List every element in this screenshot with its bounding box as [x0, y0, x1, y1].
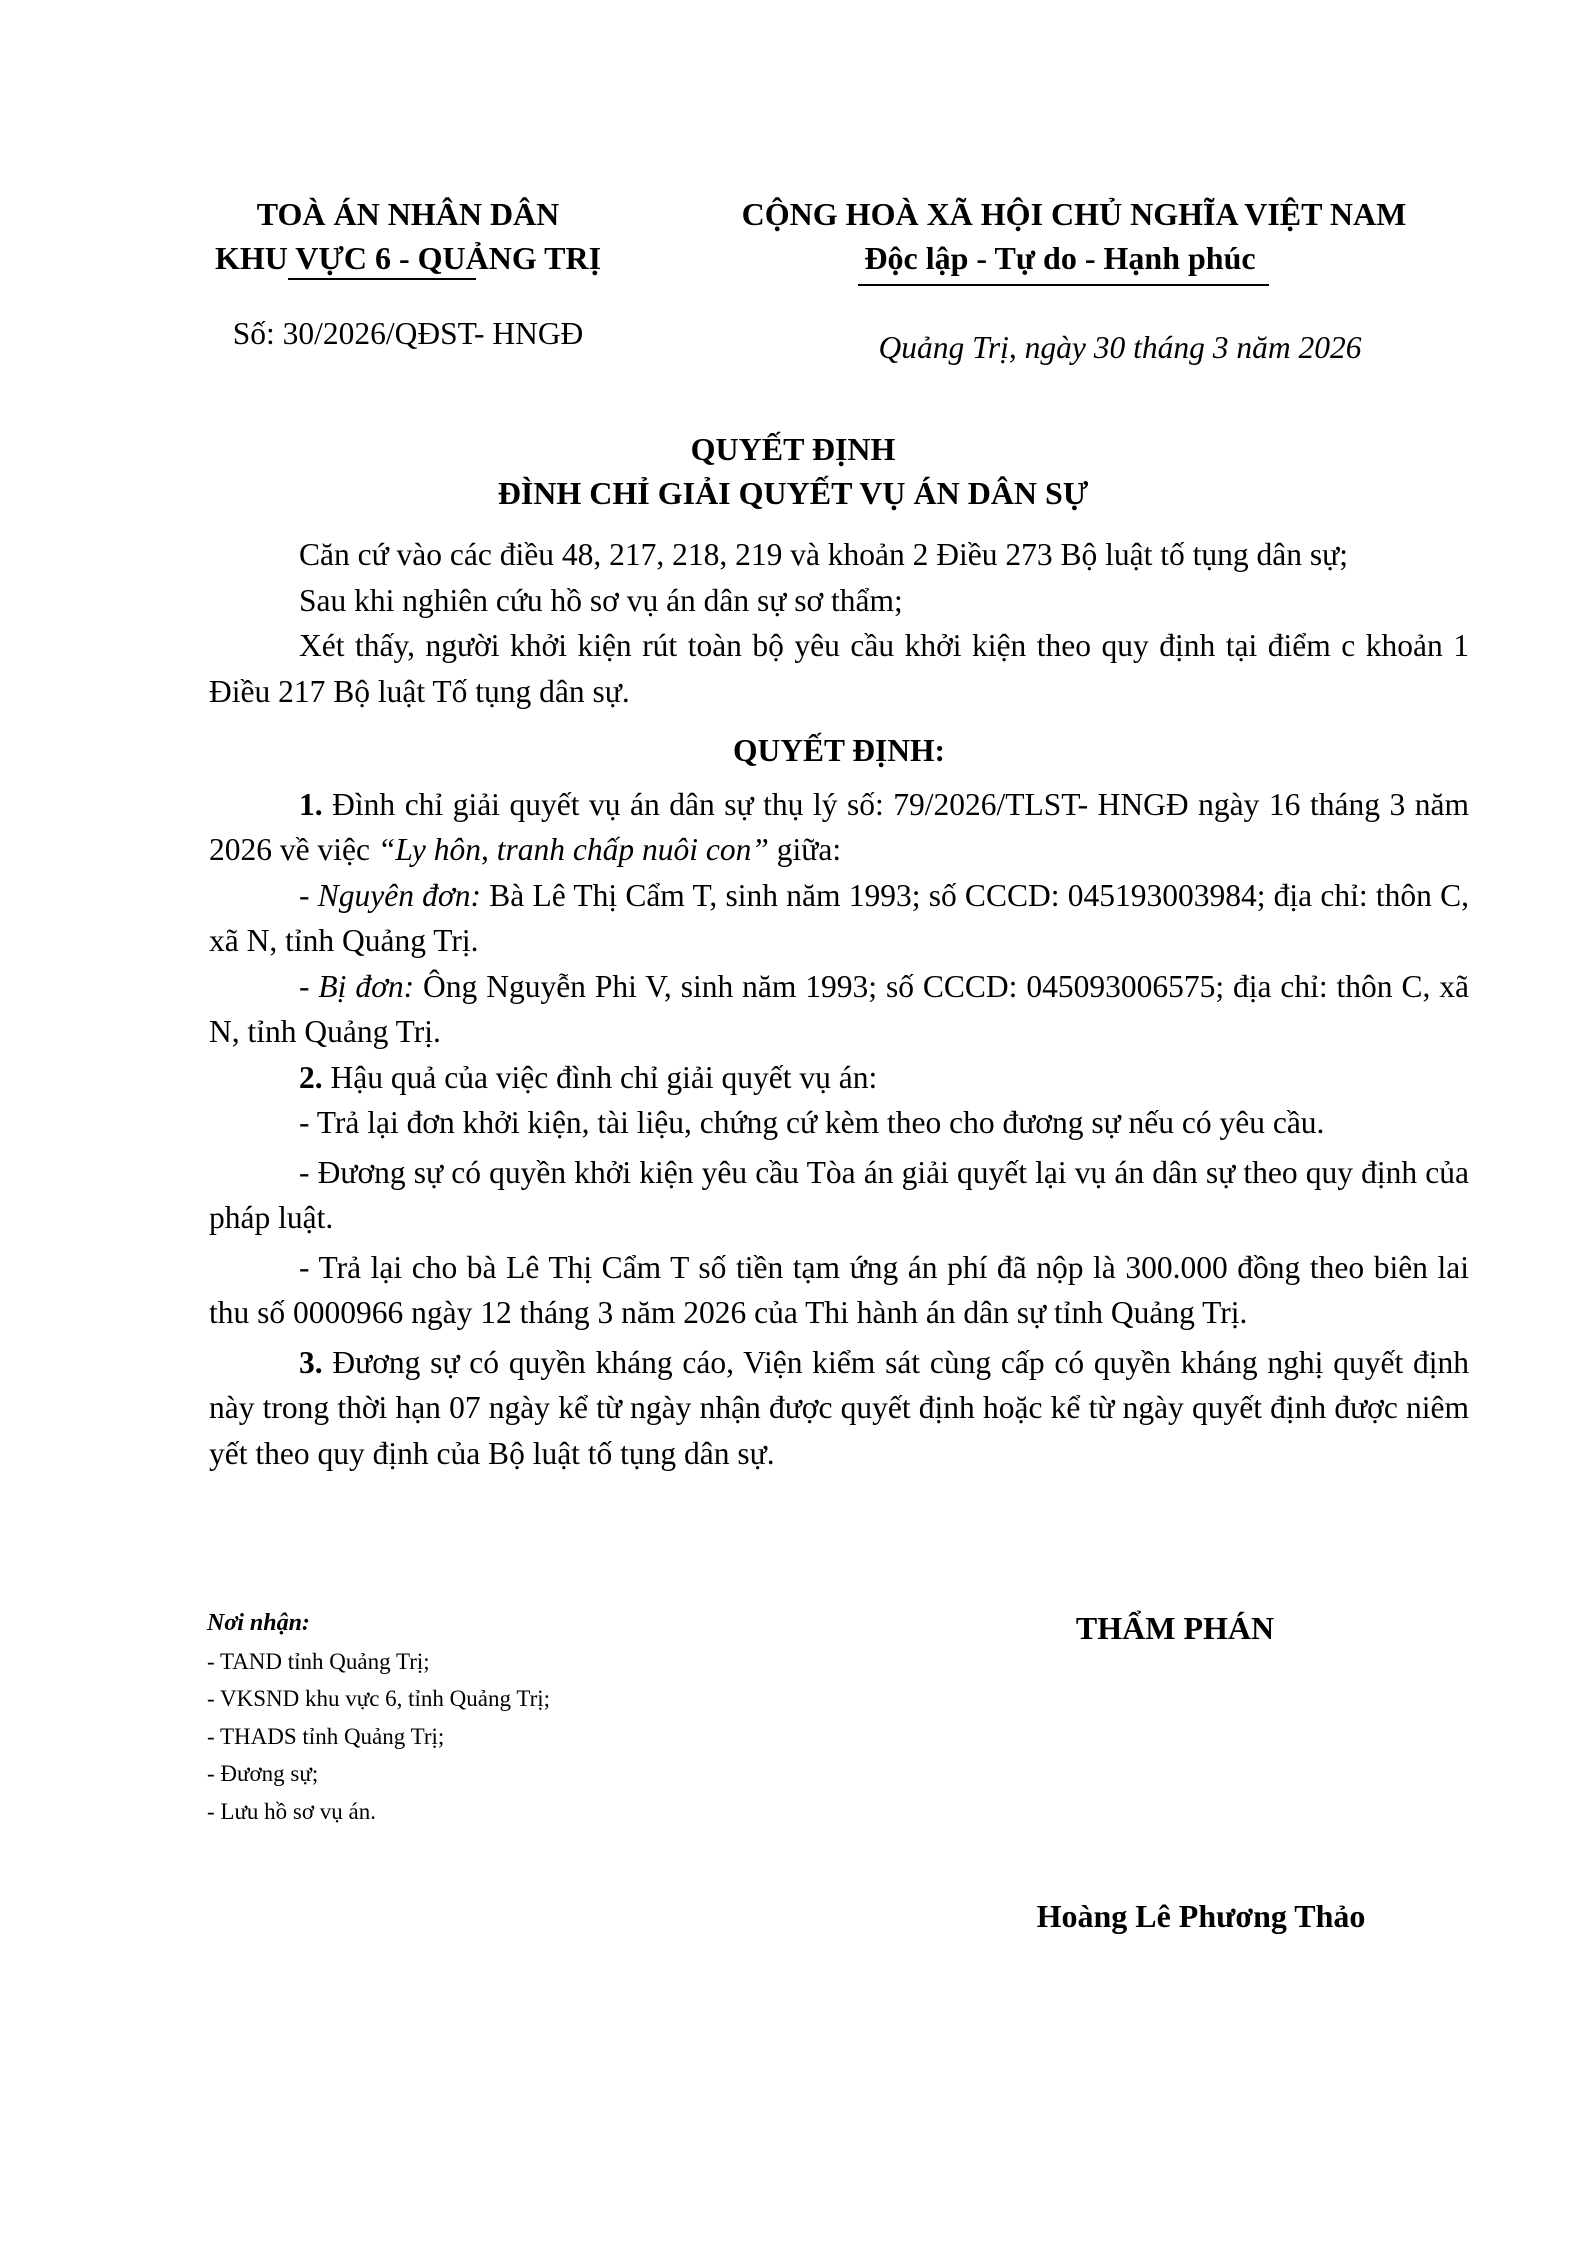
recipient-item: - TAND tỉnh Quảng Trị;	[207, 1648, 430, 1674]
recipients-block	[207, 1605, 550, 1830]
document-title: QUYẾT ĐỊNH	[690, 431, 896, 467]
item-number: 1.	[299, 786, 323, 822]
defendant-info	[209, 964, 1469, 1055]
nation-title: CỘNG HOÀ XÃ HỘI CHỦ NGHĨA VIỆT NAM	[741, 196, 1407, 232]
document-body	[209, 532, 1469, 1476]
defendant-text: Ông Nguyễn Phi V, sinh năm 1993; số CCCD: 045093006575; địa chỉ: thôn C, xã N, tỉnh Quảng Trị.	[209, 968, 1469, 1049]
court-underline	[288, 278, 476, 280]
plaintiff-text: Bà Lê Thị Cẩm T, sinh năm 1993; số CCCD: 045193003984; địa chỉ: thôn C, xã N, tỉnh Quảng Trị.	[209, 877, 1469, 958]
place-date: Quảng Trị, ngày 30 tháng 3 năm 2026	[878, 330, 1362, 365]
signer-title: THẨM PHÁN	[1075, 1610, 1275, 1646]
signer-name: Hoàng Lê Phương Thảo	[1036, 1898, 1366, 1934]
document-subtitle: ĐÌNH CHỈ GIẢI QUYẾT VỤ ÁN DÂN SỰ	[497, 475, 1089, 511]
consequence-c: - Trả lại cho bà Lê Thị Cẩm T số tiền tạm ứng án phí đã nộp là 300.000 đồng theo biên lai thu số 0000966 ngày 12 tháng 3 năm 2026 của Thi hành án dân sự tỉnh Quảng Trị.	[209, 1249, 1469, 1330]
plaintiff-label: - Nguyên đơn:	[299, 877, 481, 913]
preamble-paragraph: Xét thấy, người khởi kiện rút toàn bộ yêu cầu khởi kiện theo quy định tại điểm c khoản 1 Điều 217 Bộ luật Tố tụng dân sự.	[209, 628, 1469, 709]
national-motto: Độc lập - Tự do - Hạnh phúc	[864, 240, 1256, 276]
plaintiff-info	[209, 873, 1469, 964]
recipients-label: Nơi nhận:	[207, 1610, 310, 1636]
recipient-item: - VKSND khu vực 6, tỉnh Quảng Trị;	[207, 1686, 551, 1711]
court-district: KHU VỰC 6 - QUẢNG TRỊ	[214, 240, 602, 276]
item-text: giữa:	[768, 832, 842, 867]
consequence-b: - Đương sự có quyền khởi kiện yêu cầu Tòa án giải quyết lại vụ án dân sự theo quy định của pháp luật.	[209, 1154, 1469, 1235]
item-text: Hậu quả của việc đình chỉ giải quyết vụ án:	[322, 1059, 878, 1095]
document-number: Số: 30/2026/QĐST- HNGĐ	[232, 316, 584, 351]
recipient-item: - Lưu hồ sơ vụ án.	[207, 1798, 376, 1824]
decision-heading: QUYẾT ĐỊNH:	[732, 733, 946, 768]
recipient-item: - Đương sự;	[207, 1761, 319, 1786]
preamble-paragraph: Căn cứ vào các điều 48, 217, 218, 219 và khoản 2 Điều 273 Bộ luật tố tụng dân sự;	[299, 537, 1348, 572]
court-name: TOÀ ÁN NHÂN DÂN	[256, 196, 560, 232]
item-text: Đương sự có quyền kháng cáo, Viện kiểm sát cùng cấp có quyền kháng nghị quyết định này trong thời hạn 07 ngày kể từ ngày nhận được quyết định hoặc kể từ ngày quyết định được niêm yết theo quy định của Bộ luật tố tụng dân sự.	[209, 1344, 1469, 1471]
preamble-paragraph: Sau khi nghiên cứu hồ sơ vụ án dân sự sơ thẩm;	[299, 582, 903, 618]
decision-item-2	[209, 1055, 1469, 1101]
consequence-a: - Trả lại đơn khởi kiện, tài liệu, chứng cứ kèm theo cho đương sự nếu có yêu cầu.	[299, 1105, 1325, 1140]
defendant-label: - Bị đơn:	[299, 968, 415, 1004]
item-text: Đình chỉ giải quyết vụ án dân sự thụ lý số: 79/2026/TLST- HNGĐ ngày 16 tháng 3 năm 2026 về việc	[209, 786, 1469, 867]
item-number: 2.	[299, 1059, 323, 1095]
item-number: 3.	[299, 1344, 323, 1380]
motto-underline	[858, 284, 1269, 286]
case-type: “Ly hôn, tranh chấp nuôi con”	[377, 832, 769, 867]
decision-item-1	[209, 782, 1469, 873]
recipient-item: - THADS tỉnh Quảng Trị;	[207, 1723, 445, 1749]
decision-item-3	[209, 1340, 1469, 1477]
